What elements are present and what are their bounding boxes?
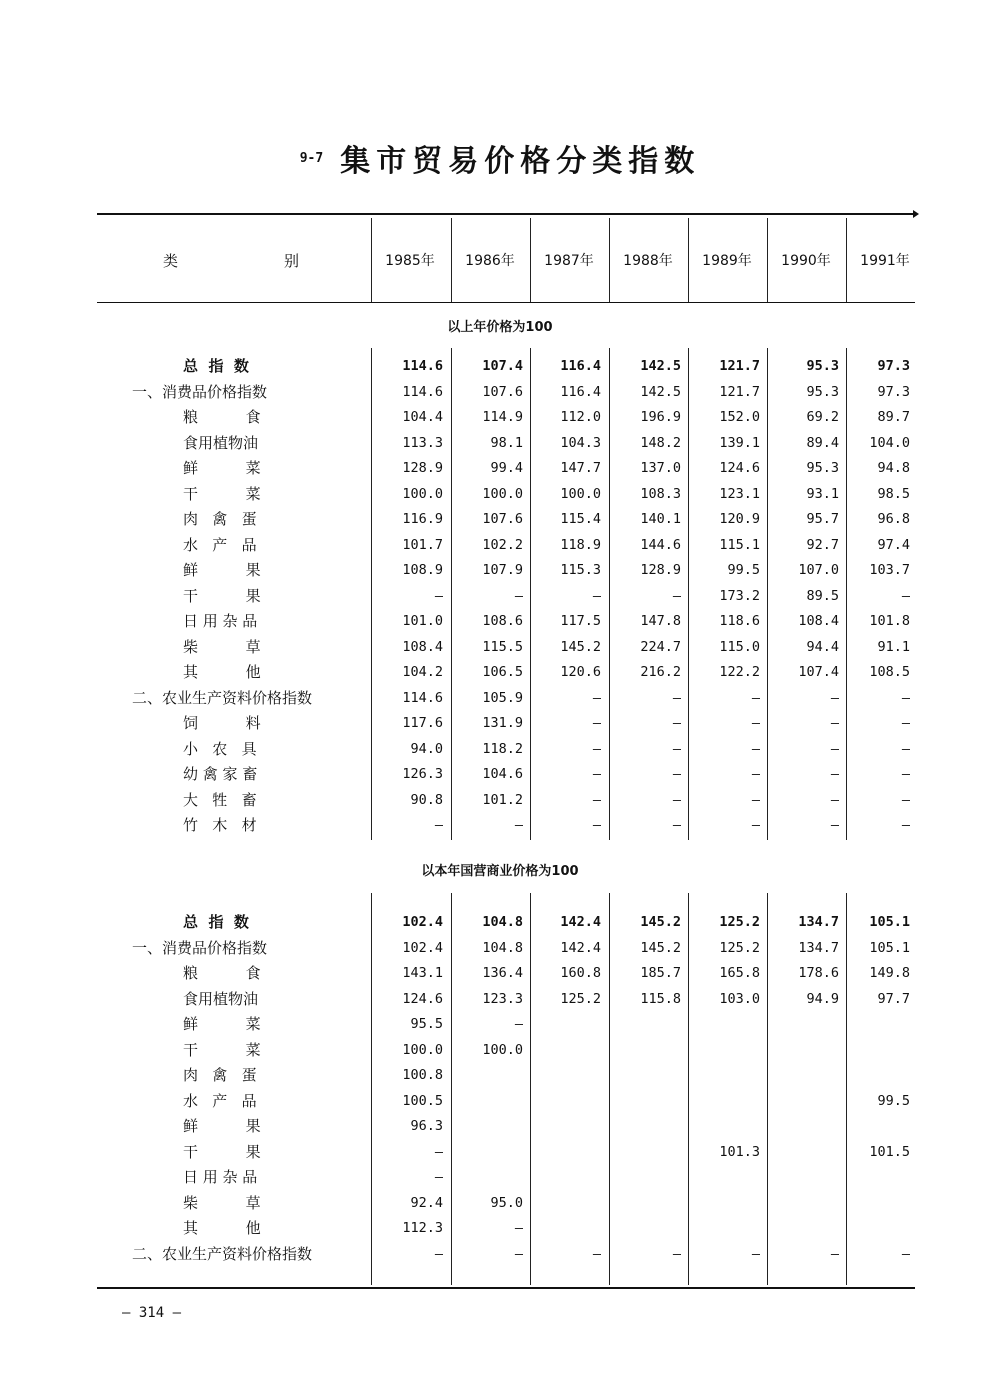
row-label: 干 果 bbox=[183, 586, 261, 605]
table-cell: 148.2 bbox=[640, 434, 681, 451]
table-cell: — bbox=[830, 715, 839, 731]
row-label: 其 他 bbox=[183, 1219, 261, 1237]
table-cell: 115.3 bbox=[560, 562, 601, 578]
table-cell: 115.4 bbox=[560, 511, 601, 527]
table-cell: 89.4 bbox=[806, 434, 839, 451]
table-cell: 95.3 bbox=[806, 358, 839, 374]
year-header: 1987年 bbox=[544, 253, 594, 269]
table-cell: — bbox=[592, 740, 601, 757]
table-cell: 104.8 bbox=[482, 914, 523, 930]
table-cell: 102.4 bbox=[402, 939, 443, 956]
table-cell: 125.2 bbox=[719, 939, 760, 956]
row-label: 鲜 果 bbox=[183, 1117, 261, 1135]
table-cell: 173.2 bbox=[719, 587, 760, 604]
table-cell: 104.8 bbox=[482, 939, 523, 956]
table-cell: — bbox=[592, 715, 601, 731]
table-cell: — bbox=[901, 766, 910, 782]
table-cell: 147.8 bbox=[640, 613, 681, 629]
table-number: 9-7 bbox=[299, 150, 324, 166]
row-label: 大 牲 畜 bbox=[183, 790, 257, 809]
year-header: 1990年 bbox=[781, 253, 831, 269]
table-cell: 108.9 bbox=[402, 562, 443, 578]
table-cell: 145.2 bbox=[640, 914, 681, 930]
table-cell: 118.9 bbox=[560, 536, 601, 553]
table-cell: 100.0 bbox=[482, 485, 523, 502]
table-cell: — bbox=[830, 689, 839, 706]
table-row bbox=[0, 1192, 1000, 1214]
table-cell: 125.2 bbox=[719, 914, 760, 930]
table-cell: 101.5 bbox=[869, 1143, 910, 1160]
table-cell: 134.7 bbox=[798, 914, 839, 930]
table-row bbox=[0, 661, 1000, 683]
table-cell: 123.3 bbox=[482, 990, 523, 1007]
table-cell: 105.1 bbox=[869, 914, 910, 930]
row-label: 肉 禽 蛋 bbox=[183, 510, 257, 528]
table-cell: 142.5 bbox=[640, 383, 681, 400]
table-cell: 95.5 bbox=[410, 1016, 443, 1032]
table-cell: 105.1 bbox=[869, 939, 910, 956]
table-cell: 103.0 bbox=[719, 990, 760, 1007]
table-cell: 92.7 bbox=[806, 536, 839, 553]
table-cell: 97.7 bbox=[877, 990, 910, 1007]
table-row bbox=[0, 1166, 1000, 1188]
row-label: 食用植物油 bbox=[183, 433, 259, 452]
table-cell: — bbox=[434, 587, 443, 604]
table-row bbox=[0, 789, 1000, 811]
year-header: 1985年 bbox=[385, 253, 435, 269]
table-cell: — bbox=[592, 689, 601, 706]
table-cell: 90.8 bbox=[410, 791, 443, 808]
table-cell: 91.1 bbox=[877, 638, 910, 655]
table-cell: — bbox=[514, 587, 523, 604]
row-label: 幼 禽 家 畜 bbox=[183, 765, 258, 783]
table-row bbox=[0, 406, 1000, 428]
table-cell: 101.0 bbox=[402, 613, 443, 629]
table-cell: 120.6 bbox=[560, 664, 601, 680]
row-label: 食用植物油 bbox=[183, 989, 259, 1008]
table-cell: 95.3 bbox=[806, 460, 839, 476]
table-cell: 107.9 bbox=[482, 562, 523, 578]
table-row bbox=[0, 534, 1000, 556]
table-cell: 165.8 bbox=[719, 965, 760, 981]
table-cell: 104.3 bbox=[560, 434, 601, 451]
table-row bbox=[0, 687, 1000, 709]
table-row bbox=[0, 432, 1000, 454]
table-cell: — bbox=[901, 740, 910, 757]
row-label: 水 产 品 bbox=[183, 1091, 257, 1110]
table-cell: 144.6 bbox=[640, 536, 681, 553]
table-row bbox=[0, 712, 1000, 734]
table-cell: 142.5 bbox=[640, 358, 681, 374]
row-label: 总 指 数 bbox=[183, 357, 249, 375]
table-row bbox=[0, 483, 1000, 505]
table-cell: 108.5 bbox=[869, 664, 910, 680]
row-label: 鲜 菜 bbox=[183, 1015, 261, 1033]
table-cell: — bbox=[830, 740, 839, 757]
table-cell: 100.0 bbox=[560, 485, 601, 502]
table-cell: 115.5 bbox=[482, 638, 523, 655]
table-cell: — bbox=[514, 1016, 523, 1032]
table-cell: 97.3 bbox=[877, 383, 910, 400]
table-cell: 185.7 bbox=[640, 965, 681, 981]
table-cell: 107.6 bbox=[482, 511, 523, 527]
table-cell: 89.7 bbox=[877, 409, 910, 425]
table-cell: 115.0 bbox=[719, 638, 760, 655]
table-row bbox=[0, 355, 1000, 377]
category-header-a: 类 bbox=[163, 252, 179, 270]
table-cell: 139.1 bbox=[719, 434, 760, 451]
table-cell: 101.3 bbox=[719, 1143, 760, 1160]
row-label: 柴 草 bbox=[183, 637, 261, 656]
table-cell: 100.0 bbox=[402, 1041, 443, 1058]
table-cell: 137.0 bbox=[640, 460, 681, 476]
table-cell: — bbox=[751, 740, 760, 757]
table-row bbox=[0, 988, 1000, 1010]
table-cell: 96.3 bbox=[410, 1118, 443, 1134]
table-row bbox=[0, 1064, 1000, 1086]
table-cell: — bbox=[901, 1245, 910, 1262]
table-row bbox=[0, 1217, 1000, 1239]
table-cell: 122.2 bbox=[719, 664, 760, 680]
table-cell: — bbox=[434, 1245, 443, 1262]
header-rule bbox=[97, 302, 915, 303]
table-cell: 114.6 bbox=[402, 383, 443, 400]
table-cell: 114.9 bbox=[482, 409, 523, 425]
table-cell: 152.0 bbox=[719, 409, 760, 425]
table-cell: 94.0 bbox=[410, 740, 443, 757]
table-cell: 95.7 bbox=[806, 511, 839, 527]
table-cell: 99.4 bbox=[490, 460, 523, 476]
row-label: 干 果 bbox=[183, 1142, 261, 1161]
table-cell: — bbox=[901, 715, 910, 731]
top-rule bbox=[97, 213, 915, 215]
table-cell: 98.5 bbox=[877, 485, 910, 502]
table-row bbox=[0, 1039, 1000, 1061]
table-cell: — bbox=[751, 689, 760, 706]
table-cell: — bbox=[592, 817, 601, 833]
table-cell: 134.7 bbox=[798, 939, 839, 956]
table-cell: 108.6 bbox=[482, 613, 523, 629]
table-cell: 104.4 bbox=[402, 409, 443, 425]
table-cell: — bbox=[751, 791, 760, 808]
table-row bbox=[0, 962, 1000, 984]
table-cell: 128.9 bbox=[402, 460, 443, 476]
table-cell: 107.0 bbox=[798, 562, 839, 578]
row-label: 总 指 数 bbox=[183, 913, 249, 931]
row-label: 粮 食 bbox=[183, 964, 261, 982]
table-cell: — bbox=[514, 817, 523, 833]
row-label: 一、消费品价格指数 bbox=[132, 382, 268, 401]
table-cell: 107.4 bbox=[482, 358, 523, 374]
table-cell: 124.6 bbox=[719, 460, 760, 476]
table-cell: 131.9 bbox=[482, 715, 523, 731]
table-cell: 224.7 bbox=[640, 638, 681, 655]
table-cell: — bbox=[434, 817, 443, 833]
table-cell: 99.5 bbox=[877, 1092, 910, 1109]
table-cell: 101.2 bbox=[482, 791, 523, 808]
table-cell: 89.5 bbox=[806, 587, 839, 604]
table-cell: — bbox=[672, 587, 681, 604]
table-cell: 145.2 bbox=[640, 939, 681, 956]
row-label: 干 菜 bbox=[183, 484, 261, 503]
table-row bbox=[0, 1013, 1000, 1035]
table-cell: — bbox=[672, 740, 681, 757]
table-cell: 115.8 bbox=[640, 990, 681, 1007]
row-label: 粮 食 bbox=[183, 408, 261, 426]
table-cell: — bbox=[672, 766, 681, 782]
row-label: 肉 禽 蛋 bbox=[183, 1066, 257, 1084]
table-cell: — bbox=[592, 1245, 601, 1262]
page-number: — 314 — bbox=[122, 1305, 182, 1321]
year-header: 1989年 bbox=[702, 253, 752, 269]
table-cell: — bbox=[592, 766, 601, 782]
row-label: 其 他 bbox=[183, 663, 261, 681]
table-cell: 125.2 bbox=[560, 990, 601, 1007]
table-row bbox=[0, 937, 1000, 959]
table-cell: — bbox=[830, 766, 839, 782]
table-cell: 116.9 bbox=[402, 511, 443, 527]
table-cell: 100.8 bbox=[402, 1067, 443, 1083]
table-cell: 118.6 bbox=[719, 613, 760, 629]
table-cell: 99.5 bbox=[727, 562, 760, 578]
table-cell: 108.3 bbox=[640, 485, 681, 502]
table-cell: 104.0 bbox=[869, 434, 910, 451]
table-cell: 178.6 bbox=[798, 965, 839, 981]
table-row bbox=[0, 814, 1000, 836]
table-cell: 115.1 bbox=[719, 536, 760, 553]
table-cell: 142.4 bbox=[560, 939, 601, 956]
year-header: 1986年 bbox=[465, 253, 515, 269]
table-cell: 102.2 bbox=[482, 536, 523, 553]
year-header: 1991年 bbox=[860, 253, 910, 269]
table-cell: 108.4 bbox=[402, 638, 443, 655]
table-cell: 98.1 bbox=[490, 434, 523, 451]
row-label: 日 用 杂 品 bbox=[183, 1168, 258, 1186]
table-cell: 121.7 bbox=[719, 358, 760, 374]
table-cell: 100.5 bbox=[402, 1092, 443, 1109]
table-cell: 114.6 bbox=[402, 689, 443, 706]
table-cell: 106.5 bbox=[482, 664, 523, 680]
table-cell: — bbox=[751, 715, 760, 731]
table-cell: 142.4 bbox=[560, 914, 601, 930]
table-cell: — bbox=[901, 791, 910, 808]
table-cell: 114.6 bbox=[402, 358, 443, 374]
table-cell: 123.1 bbox=[719, 485, 760, 502]
table-row bbox=[0, 1115, 1000, 1137]
table-cell: 117.6 bbox=[402, 715, 443, 731]
row-label: 柴 草 bbox=[183, 1193, 261, 1212]
table-cell: 92.4 bbox=[410, 1194, 443, 1211]
table-cell: — bbox=[672, 689, 681, 706]
table-cell: 117.5 bbox=[560, 613, 601, 629]
table-row bbox=[0, 559, 1000, 581]
table-cell: — bbox=[751, 766, 760, 782]
table-cell: 103.7 bbox=[869, 562, 910, 578]
category-header-b: 别 bbox=[284, 252, 300, 270]
table-cell: — bbox=[830, 1245, 839, 1262]
table-cell: 121.7 bbox=[719, 383, 760, 400]
table-row bbox=[0, 1243, 1000, 1265]
row-label: 饲 料 bbox=[183, 714, 261, 732]
section-title: 以本年国营商业价格为100 bbox=[421, 864, 579, 879]
table-cell: — bbox=[901, 817, 910, 833]
row-label: 二、农业生产资料价格指数 bbox=[132, 1244, 313, 1263]
table-row bbox=[0, 911, 1000, 933]
table-cell: 104.6 bbox=[482, 766, 523, 782]
table-cell: — bbox=[751, 1245, 760, 1262]
table-cell: — bbox=[901, 587, 910, 604]
table-row bbox=[0, 610, 1000, 632]
row-label: 小 农 具 bbox=[183, 739, 257, 758]
table-cell: 116.4 bbox=[560, 358, 601, 374]
table-cell: — bbox=[434, 1169, 443, 1185]
table-cell: 107.4 bbox=[798, 664, 839, 680]
row-label: 竹 木 材 bbox=[183, 816, 257, 834]
table-cell: — bbox=[672, 1245, 681, 1262]
table-row bbox=[0, 381, 1000, 403]
table-row bbox=[0, 585, 1000, 607]
table-cell: 124.6 bbox=[402, 990, 443, 1007]
table-cell: — bbox=[514, 1220, 523, 1236]
row-label: 二、农业生产资料价格指数 bbox=[132, 688, 313, 707]
table-cell: — bbox=[592, 791, 601, 808]
table-cell: — bbox=[514, 1245, 523, 1262]
table-cell: 95.3 bbox=[806, 383, 839, 400]
table-row bbox=[0, 508, 1000, 530]
table-cell: 69.2 bbox=[806, 409, 839, 425]
table-cell: 196.9 bbox=[640, 409, 681, 425]
bottom-rule bbox=[97, 1287, 915, 1289]
table-cell: 102.4 bbox=[402, 914, 443, 930]
table-cell: 160.8 bbox=[560, 965, 601, 981]
table-cell: 116.4 bbox=[560, 383, 601, 400]
table-cell: — bbox=[672, 817, 681, 833]
table-row bbox=[0, 1090, 1000, 1112]
table-cell: — bbox=[830, 791, 839, 808]
page-title bbox=[0, 136, 1000, 180]
table-cell: 112.3 bbox=[402, 1220, 443, 1236]
row-label: 鲜 果 bbox=[183, 561, 261, 579]
table-cell: — bbox=[434, 1143, 443, 1160]
row-label: 干 菜 bbox=[183, 1040, 261, 1059]
table-cell: — bbox=[751, 817, 760, 833]
table-cell: 97.4 bbox=[877, 536, 910, 553]
table-cell: 105.9 bbox=[482, 689, 523, 706]
table-cell: 216.2 bbox=[640, 664, 681, 680]
table-row bbox=[0, 1141, 1000, 1163]
table-cell: — bbox=[830, 817, 839, 833]
table-row bbox=[0, 763, 1000, 785]
table-cell: 100.0 bbox=[482, 1041, 523, 1058]
table-row bbox=[0, 636, 1000, 658]
section-title: 以上年价格为100 bbox=[447, 320, 553, 335]
row-label: 一、消费品价格指数 bbox=[132, 938, 268, 957]
table-cell: 100.0 bbox=[402, 485, 443, 502]
table-cell: 112.0 bbox=[560, 409, 601, 425]
table-cell: 118.2 bbox=[482, 740, 523, 757]
table-cell: 108.4 bbox=[798, 613, 839, 629]
table-cell: 101.8 bbox=[869, 613, 910, 629]
table-cell: 94.4 bbox=[806, 638, 839, 655]
table-cell: 120.9 bbox=[719, 511, 760, 527]
table-cell: 107.6 bbox=[482, 383, 523, 400]
table-cell: 140.1 bbox=[640, 511, 681, 527]
table-cell: 128.9 bbox=[640, 562, 681, 578]
table-cell: 101.7 bbox=[402, 536, 443, 553]
table-cell: 143.1 bbox=[402, 965, 443, 981]
table-cell: 149.8 bbox=[869, 965, 910, 981]
row-label: 鲜 菜 bbox=[183, 459, 261, 477]
table-cell: 136.4 bbox=[482, 965, 523, 981]
table-cell: 94.8 bbox=[877, 460, 910, 476]
table-cell: 126.3 bbox=[402, 766, 443, 782]
table-cell: 93.1 bbox=[806, 485, 839, 502]
table-cell: — bbox=[672, 715, 681, 731]
table-cell: 94.9 bbox=[806, 990, 839, 1007]
table-cell: — bbox=[901, 689, 910, 706]
table-cell: 145.2 bbox=[560, 638, 601, 655]
table-row bbox=[0, 457, 1000, 479]
table-cell: — bbox=[592, 587, 601, 604]
table-cell: 104.2 bbox=[402, 664, 443, 680]
table-title: 集市贸易价格分类指数 bbox=[340, 144, 701, 179]
table-cell: 97.3 bbox=[877, 358, 910, 374]
table-cell: 113.3 bbox=[402, 434, 443, 451]
table-cell: 95.0 bbox=[490, 1194, 523, 1211]
row-label: 水 产 品 bbox=[183, 535, 257, 554]
table-cell: 147.7 bbox=[560, 460, 601, 476]
table-row bbox=[0, 738, 1000, 760]
table-cell: — bbox=[672, 791, 681, 808]
table-cell: 96.8 bbox=[877, 511, 910, 527]
year-header: 1988年 bbox=[623, 253, 673, 269]
row-label: 日 用 杂 品 bbox=[183, 612, 258, 630]
